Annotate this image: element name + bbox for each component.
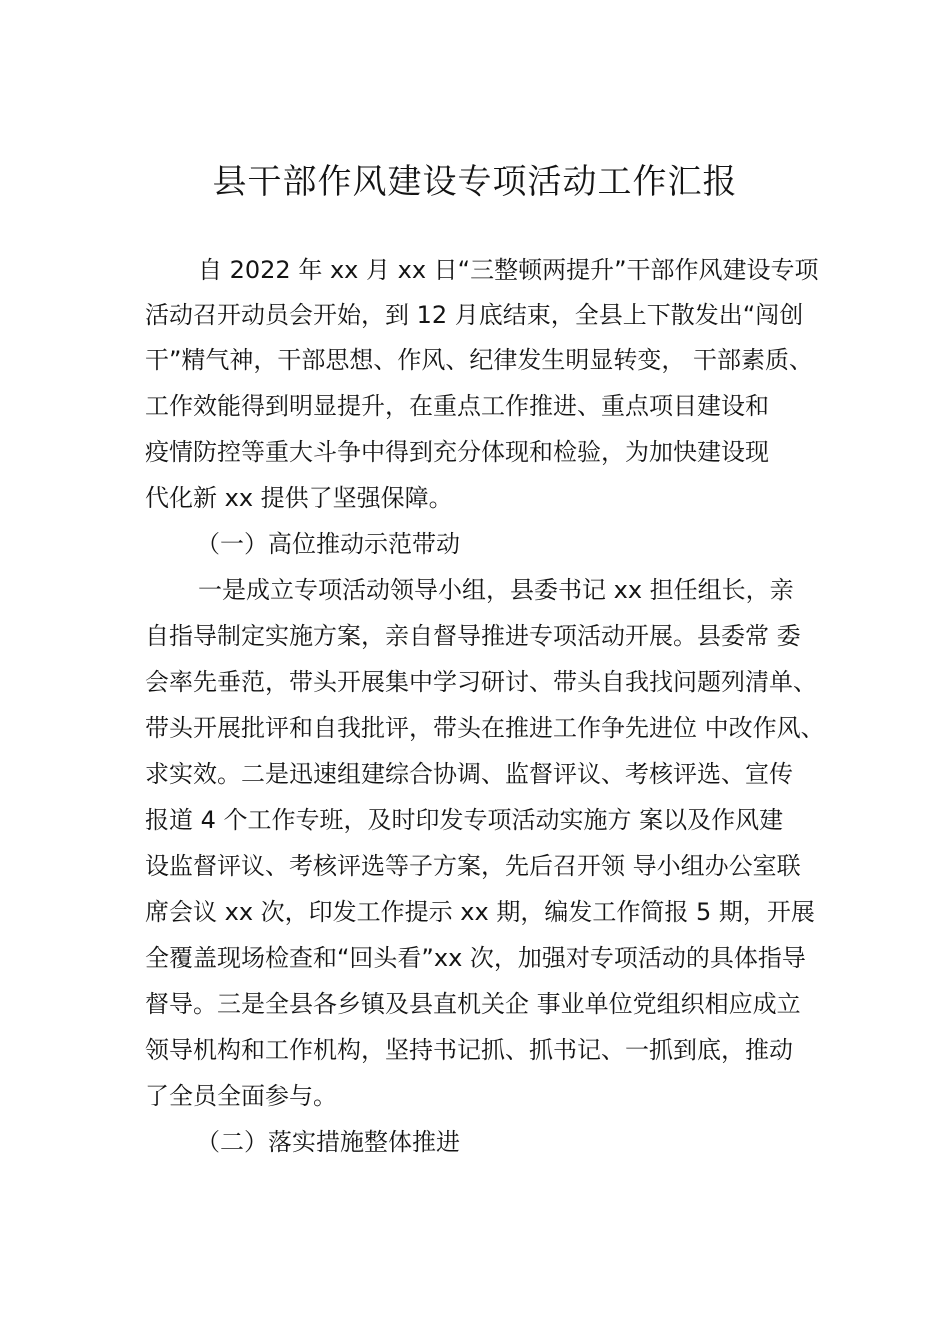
paragraph-1-line-4: 工作效能得到明显提升，在重点工作推进、重点项目建设和 [145, 392, 769, 420]
paragraph-2-line-5: 求实效。二是迅速组建综合协调、监督评议、考核评选、宣传 [145, 760, 793, 788]
paragraph-2-line-6: 报道 4 个工作专班，及时印发专项活动实施方 案以及作风建 [145, 806, 784, 834]
paragraph-2-line-12: 了全员全面参与。 [145, 1082, 337, 1110]
document-title: 县干部作风建设专项活动工作汇报 [212, 162, 738, 202]
paragraph-2-line-10: 督导。三是全县各乡镇及县直机关企 事业单位党组织相应成立 [145, 990, 801, 1018]
paragraph-1-line-2: 活动召开动员会开始，到 12 月底结束，全县上下散发出“闯创 [145, 301, 804, 329]
paragraph-1-line-6: 代化新 xx 提供了坚强保障。 [145, 484, 453, 512]
paragraph-1-line-1: 自 2022 年 xx 月 xx 日“三整顿两提升”干部作风建设专项 [198, 256, 819, 284]
paragraph-2-line-3: 会率先垂范，带头开展集中学习研讨、带头自我找问题列清单、 [145, 668, 817, 696]
paragraph-1-line-3: 干”精气神，干部思想、作风、纪律发生明显转变， 干部素质、 [145, 346, 814, 374]
paragraph-2-line-1: 一是成立专项活动领导小组，县委书记 xx 担任组长，亲 [198, 576, 794, 604]
paragraph-2-line-7: 设监督评议、考核评选等子方案，先后召开领 导小组办公室联 [145, 852, 801, 880]
paragraph-2-line-9: 全覆盖现场检查和“回头看”xx 次，加强对专项活动的具体指导 [145, 944, 806, 972]
paragraph-2-line-11: 领导机构和工作机构，坚持书记抓、抓书记、一抓到底，推动 [145, 1036, 793, 1064]
paragraph-2-line-4: 带头开展批评和自我批评，带头在推进工作争先进位 中改作风、 [145, 714, 825, 742]
paragraph-2-line-8: 席会议 xx 次，印发工作提示 xx 期，编发工作简报 5 期，开展 [145, 898, 815, 926]
section-heading-1: （一）高位推动示范带动 [196, 530, 460, 558]
paragraph-2-line-2: 自指导制定实施方案，亲自督导推进专项活动开展。县委常 委 [145, 622, 801, 650]
section-heading-2: （二）落实措施整体推进 [196, 1128, 460, 1156]
paragraph-1-line-5: 疫情防控等重大斗争中得到充分体现和检验，为加快建设现 [145, 438, 769, 466]
